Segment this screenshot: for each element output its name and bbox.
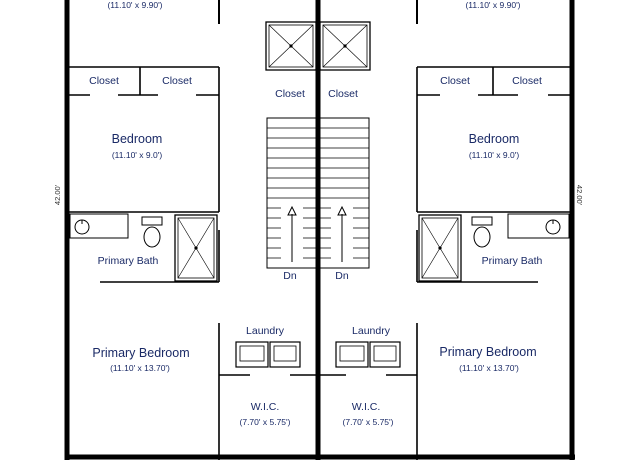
bedroom-dims: (11.10' x 9.0') xyxy=(468,150,520,160)
wic-label: W.I.C. xyxy=(250,401,280,413)
primary-bedroom-dims: (11.10' x 13.70') xyxy=(459,363,519,373)
primary-bath-label: Primary Bath xyxy=(481,255,543,267)
toilet-icon xyxy=(472,217,492,247)
closet-label: Closet xyxy=(440,75,470,87)
washer-dryer-icon xyxy=(336,342,400,367)
stair-arrow-icon xyxy=(331,206,353,262)
stair-arrow-icon xyxy=(281,206,303,262)
shower-icon xyxy=(419,215,461,281)
hall-closet-label: Closet xyxy=(328,88,358,100)
sink-icon xyxy=(75,220,89,234)
hall-closet-label: Closet xyxy=(275,88,305,100)
overall-dimension-right: 42.00' xyxy=(575,184,584,206)
top-room-dims-right: (11.10' x 9.90') xyxy=(465,0,521,10)
primary-bath-label: Primary Bath xyxy=(97,255,159,267)
laundry-label: Laundry xyxy=(352,325,390,337)
stair-dn-label: Dn xyxy=(283,270,297,282)
wic-dims: (7.70' x 5.75') xyxy=(239,417,291,427)
primary-bedroom-label: Primary Bedroom xyxy=(439,345,537,359)
stair-dn-label: Dn xyxy=(335,270,349,282)
primary-bedroom-dims: (11.10' x 13.70') xyxy=(110,363,170,373)
primary-bedroom-label: Primary Bedroom xyxy=(92,346,190,360)
shower-icon xyxy=(175,215,217,281)
wic-label: W.I.C. xyxy=(351,401,381,413)
washer-dryer-icon xyxy=(236,342,300,367)
sink-icon xyxy=(546,220,560,234)
bedroom-label: Bedroom xyxy=(468,132,520,146)
shower-icon xyxy=(320,22,370,70)
overall-dimension-left: 42.00' xyxy=(53,184,62,206)
closet-label: Closet xyxy=(89,75,119,87)
closet-label: Closet xyxy=(162,75,192,87)
bedroom-dims: (11.10' x 9.0') xyxy=(111,150,163,160)
toilet-icon xyxy=(142,217,162,247)
top-room-dims-left: (11.10' x 9.90') xyxy=(107,0,163,10)
bedroom-label: Bedroom xyxy=(111,132,163,146)
closet-label: Closet xyxy=(512,75,542,87)
wic-dims: (7.70' x 5.75') xyxy=(342,417,394,427)
laundry-label: Laundry xyxy=(246,325,284,337)
shower-icon xyxy=(266,22,316,70)
